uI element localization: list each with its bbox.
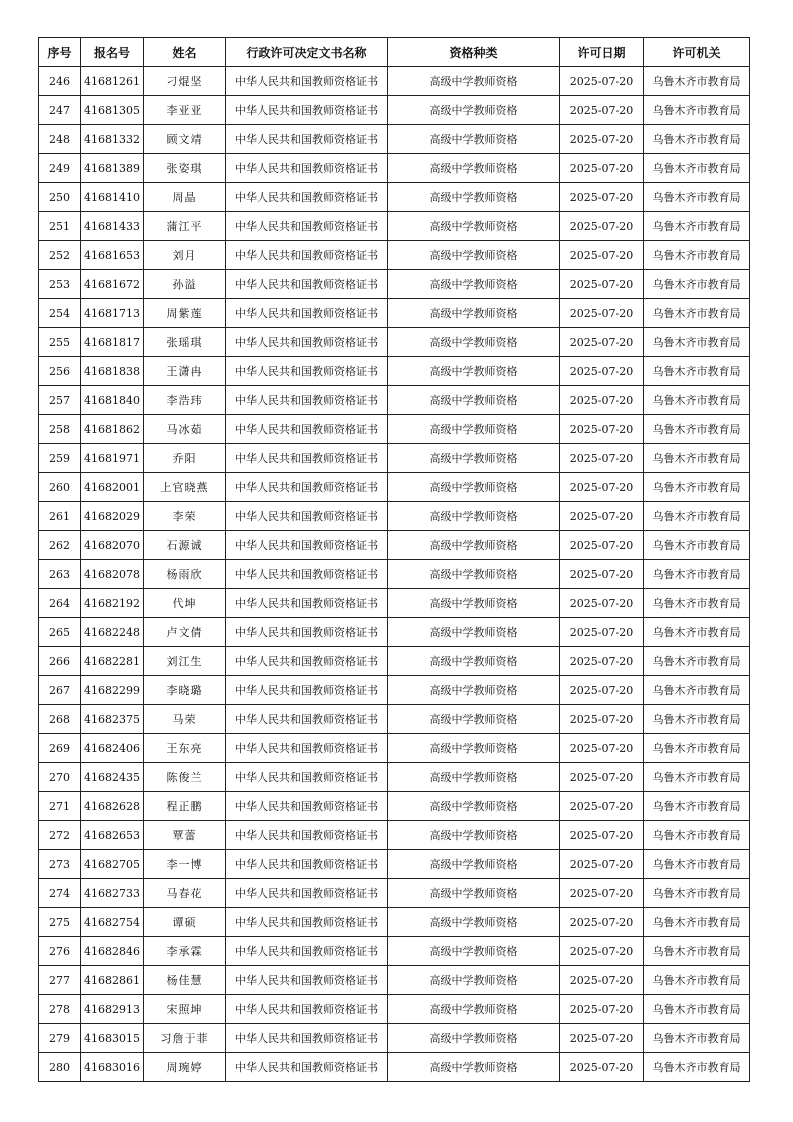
cell-permit-authority: 乌鲁木齐市教育局 — [644, 618, 750, 647]
cell-serial-number: 269 — [39, 734, 81, 763]
cell-permit-date: 2025-07-20 — [560, 734, 644, 763]
cell-name: 孙溢 — [144, 270, 226, 299]
cell-permit-authority: 乌鲁木齐市教育局 — [644, 473, 750, 502]
cell-name: 张姿琪 — [144, 154, 226, 183]
cell-document-name: 中华人民共和国教师资格证书 — [226, 473, 388, 502]
cell-name: 程正鹏 — [144, 792, 226, 821]
cell-permit-authority: 乌鲁木齐市教育局 — [644, 589, 750, 618]
cell-name: 刘月 — [144, 241, 226, 270]
cell-registration-number: 41682248 — [81, 618, 144, 647]
cell-qualification-type: 高级中学教师资格 — [388, 154, 560, 183]
cell-registration-number: 41681971 — [81, 444, 144, 473]
table-row — [39, 995, 750, 1024]
cell-permit-authority: 乌鲁木齐市教育局 — [644, 183, 750, 212]
cell-qualification-type: 高级中学教师资格 — [388, 502, 560, 531]
cell-permit-authority: 乌鲁木齐市教育局 — [644, 415, 750, 444]
cell-qualification-type: 高级中学教师资格 — [388, 125, 560, 154]
cell-serial-number: 256 — [39, 357, 81, 386]
table-row — [39, 618, 750, 647]
cell-qualification-type: 高级中学教师资格 — [388, 212, 560, 241]
cell-registration-number: 41681817 — [81, 328, 144, 357]
table-row — [39, 154, 750, 183]
cell-qualification-type: 高级中学教师资格 — [388, 763, 560, 792]
cell-qualification-type: 高级中学教师资格 — [388, 241, 560, 270]
cell-document-name: 中华人民共和国教师资格证书 — [226, 560, 388, 589]
cell-permit-date: 2025-07-20 — [560, 96, 644, 125]
table-row — [39, 560, 750, 589]
cell-permit-date: 2025-07-20 — [560, 473, 644, 502]
cell-permit-authority: 乌鲁木齐市教育局 — [644, 763, 750, 792]
table-row — [39, 96, 750, 125]
cell-serial-number: 248 — [39, 125, 81, 154]
cell-qualification-type: 高级中学教师资格 — [388, 792, 560, 821]
table-row — [39, 734, 750, 763]
cell-serial-number: 255 — [39, 328, 81, 357]
cell-qualification-type: 高级中学教师资格 — [388, 879, 560, 908]
cell-serial-number: 262 — [39, 531, 81, 560]
cell-qualification-type: 高级中学教师资格 — [388, 1024, 560, 1053]
cell-permit-authority: 乌鲁木齐市教育局 — [644, 328, 750, 357]
cell-serial-number: 271 — [39, 792, 81, 821]
cell-document-name: 中华人民共和国教师资格证书 — [226, 1053, 388, 1082]
cell-registration-number: 41682913 — [81, 995, 144, 1024]
cell-serial-number: 268 — [39, 705, 81, 734]
cell-serial-number: 266 — [39, 647, 81, 676]
table-row — [39, 792, 750, 821]
cell-registration-number: 41682192 — [81, 589, 144, 618]
cell-registration-number: 41681653 — [81, 241, 144, 270]
table-row — [39, 531, 750, 560]
cell-registration-number: 41682628 — [81, 792, 144, 821]
cell-name: 张瑶琪 — [144, 328, 226, 357]
cell-permit-date: 2025-07-20 — [560, 821, 644, 850]
cell-qualification-type: 高级中学教师资格 — [388, 473, 560, 502]
cell-name: 杨佳慧 — [144, 966, 226, 995]
cell-document-name: 中华人民共和国教师资格证书 — [226, 270, 388, 299]
cell-qualification-type: 高级中学教师资格 — [388, 589, 560, 618]
cell-qualification-type: 高级中学教师资格 — [388, 908, 560, 937]
cell-permit-date: 2025-07-20 — [560, 792, 644, 821]
cell-permit-authority: 乌鲁木齐市教育局 — [644, 560, 750, 589]
cell-qualification-type: 高级中学教师资格 — [388, 937, 560, 966]
table-row — [39, 328, 750, 357]
cell-permit-date: 2025-07-20 — [560, 850, 644, 879]
cell-permit-date: 2025-07-20 — [560, 763, 644, 792]
cell-qualification-type: 高级中学教师资格 — [388, 531, 560, 560]
cell-serial-number: 272 — [39, 821, 81, 850]
cell-serial-number: 264 — [39, 589, 81, 618]
cell-serial-number: 252 — [39, 241, 81, 270]
cell-registration-number: 41682299 — [81, 676, 144, 705]
table-row — [39, 125, 750, 154]
cell-registration-number: 41681713 — [81, 299, 144, 328]
cell-qualification-type: 高级中学教师资格 — [388, 328, 560, 357]
cell-registration-number: 41682406 — [81, 734, 144, 763]
cell-serial-number: 270 — [39, 763, 81, 792]
cell-registration-number: 41682281 — [81, 647, 144, 676]
cell-permit-authority: 乌鲁木齐市教育局 — [644, 821, 750, 850]
cell-permit-authority: 乌鲁木齐市教育局 — [644, 676, 750, 705]
cell-document-name: 中华人民共和国教师资格证书 — [226, 386, 388, 415]
cell-permit-date: 2025-07-20 — [560, 415, 644, 444]
table-row — [39, 502, 750, 531]
cell-permit-authority: 乌鲁木齐市教育局 — [644, 270, 750, 299]
cell-name: 谭硕 — [144, 908, 226, 937]
cell-registration-number: 41681840 — [81, 386, 144, 415]
cell-serial-number: 260 — [39, 473, 81, 502]
cell-permit-date: 2025-07-20 — [560, 1053, 644, 1082]
cell-permit-date: 2025-07-20 — [560, 1024, 644, 1053]
cell-qualification-type: 高级中学教师资格 — [388, 647, 560, 676]
cell-name: 王潇冉 — [144, 357, 226, 386]
cell-permit-authority: 乌鲁木齐市教育局 — [644, 647, 750, 676]
table-row — [39, 473, 750, 502]
cell-permit-date: 2025-07-20 — [560, 386, 644, 415]
table-row — [39, 183, 750, 212]
cell-permit-authority: 乌鲁木齐市教育局 — [644, 67, 750, 96]
cell-registration-number: 41682653 — [81, 821, 144, 850]
cell-document-name: 中华人民共和国教师资格证书 — [226, 67, 388, 96]
cell-registration-number: 41681838 — [81, 357, 144, 386]
cell-document-name: 中华人民共和国教师资格证书 — [226, 850, 388, 879]
cell-permit-date: 2025-07-20 — [560, 502, 644, 531]
cell-permit-date: 2025-07-20 — [560, 908, 644, 937]
cell-permit-date: 2025-07-20 — [560, 125, 644, 154]
cell-document-name: 中华人民共和国教师资格证书 — [226, 125, 388, 154]
cell-name: 蒲江平 — [144, 212, 226, 241]
cell-name: 卢文倩 — [144, 618, 226, 647]
cell-permit-date: 2025-07-20 — [560, 995, 644, 1024]
cell-registration-number: 41683015 — [81, 1024, 144, 1053]
cell-name: 石源诚 — [144, 531, 226, 560]
cell-permit-authority: 乌鲁木齐市教育局 — [644, 502, 750, 531]
header-name: 姓名 — [144, 38, 226, 67]
cell-permit-date: 2025-07-20 — [560, 241, 644, 270]
cell-name: 习詹于菲 — [144, 1024, 226, 1053]
cell-permit-authority: 乌鲁木齐市教育局 — [644, 995, 750, 1024]
header-serial-number: 序号 — [39, 38, 81, 67]
cell-serial-number: 246 — [39, 67, 81, 96]
cell-document-name: 中华人民共和国教师资格证书 — [226, 705, 388, 734]
cell-registration-number: 41682846 — [81, 937, 144, 966]
cell-qualification-type: 高级中学教师资格 — [388, 415, 560, 444]
cell-serial-number: 259 — [39, 444, 81, 473]
cell-document-name: 中华人民共和国教师资格证书 — [226, 357, 388, 386]
cell-permit-authority: 乌鲁木齐市教育局 — [644, 444, 750, 473]
cell-qualification-type: 高级中学教师资格 — [388, 270, 560, 299]
table-row — [39, 1024, 750, 1053]
cell-serial-number: 247 — [39, 96, 81, 125]
cell-qualification-type: 高级中学教师资格 — [388, 67, 560, 96]
table-row — [39, 299, 750, 328]
table-row — [39, 212, 750, 241]
cell-document-name: 中华人民共和国教师资格证书 — [226, 734, 388, 763]
cell-permit-date: 2025-07-20 — [560, 560, 644, 589]
table-row — [39, 67, 750, 96]
cell-permit-authority: 乌鲁木齐市教育局 — [644, 1024, 750, 1053]
table-row — [39, 850, 750, 879]
cell-registration-number: 41682733 — [81, 879, 144, 908]
cell-document-name: 中华人民共和国教师资格证书 — [226, 618, 388, 647]
cell-permit-date: 2025-07-20 — [560, 67, 644, 96]
cell-name: 周紫莲 — [144, 299, 226, 328]
cell-registration-number: 41683016 — [81, 1053, 144, 1082]
table-row — [39, 879, 750, 908]
cell-serial-number: 261 — [39, 502, 81, 531]
cell-serial-number: 280 — [39, 1053, 81, 1082]
cell-permit-authority: 乌鲁木齐市教育局 — [644, 879, 750, 908]
cell-qualification-type: 高级中学教师资格 — [388, 96, 560, 125]
table-row — [39, 241, 750, 270]
cell-serial-number: 277 — [39, 966, 81, 995]
cell-permit-authority: 乌鲁木齐市教育局 — [644, 96, 750, 125]
cell-document-name: 中华人民共和国教师资格证书 — [226, 415, 388, 444]
cell-document-name: 中华人民共和国教师资格证书 — [226, 212, 388, 241]
cell-permit-date: 2025-07-20 — [560, 299, 644, 328]
cell-permit-authority: 乌鲁木齐市教育局 — [644, 241, 750, 270]
cell-permit-date: 2025-07-20 — [560, 328, 644, 357]
cell-name: 周琬婷 — [144, 1053, 226, 1082]
table-row — [39, 647, 750, 676]
cell-qualification-type: 高级中学教师资格 — [388, 995, 560, 1024]
header-registration-number: 报名号 — [81, 38, 144, 67]
cell-permit-date: 2025-07-20 — [560, 270, 644, 299]
cell-registration-number: 41682705 — [81, 850, 144, 879]
cell-document-name: 中华人民共和国教师资格证书 — [226, 502, 388, 531]
cell-qualification-type: 高级中学教师资格 — [388, 1053, 560, 1082]
cell-serial-number: 250 — [39, 183, 81, 212]
cell-serial-number: 263 — [39, 560, 81, 589]
cell-qualification-type: 高级中学教师资格 — [388, 618, 560, 647]
header-permit-authority: 许可机关 — [644, 38, 750, 67]
cell-document-name: 中华人民共和国教师资格证书 — [226, 676, 388, 705]
table-row — [39, 270, 750, 299]
cell-serial-number: 253 — [39, 270, 81, 299]
cell-name: 刁焜坚 — [144, 67, 226, 96]
cell-permit-date: 2025-07-20 — [560, 618, 644, 647]
cell-qualification-type: 高级中学教师资格 — [388, 821, 560, 850]
cell-document-name: 中华人民共和国教师资格证书 — [226, 96, 388, 125]
cell-document-name: 中华人民共和国教师资格证书 — [226, 1024, 388, 1053]
cell-serial-number: 265 — [39, 618, 81, 647]
cell-qualification-type: 高级中学教师资格 — [388, 676, 560, 705]
cell-qualification-type: 高级中学教师资格 — [388, 850, 560, 879]
cell-document-name: 中华人民共和国教师资格证书 — [226, 966, 388, 995]
table-row — [39, 386, 750, 415]
cell-name: 覃蕾 — [144, 821, 226, 850]
cell-document-name: 中华人民共和国教师资格证书 — [226, 299, 388, 328]
cell-registration-number: 41682861 — [81, 966, 144, 995]
cell-qualification-type: 高级中学教师资格 — [388, 734, 560, 763]
header-permit-date: 许可日期 — [560, 38, 644, 67]
cell-document-name: 中华人民共和国教师资格证书 — [226, 908, 388, 937]
teacher-qualification-table — [38, 37, 750, 1082]
cell-registration-number: 41681305 — [81, 96, 144, 125]
cell-qualification-type: 高级中学教师资格 — [388, 357, 560, 386]
cell-registration-number: 41682375 — [81, 705, 144, 734]
table-header-row — [39, 38, 750, 67]
cell-registration-number: 41681261 — [81, 67, 144, 96]
cell-registration-number: 41682029 — [81, 502, 144, 531]
cell-document-name: 中华人民共和国教师资格证书 — [226, 937, 388, 966]
cell-serial-number: 279 — [39, 1024, 81, 1053]
cell-permit-authority: 乌鲁木齐市教育局 — [644, 705, 750, 734]
cell-permit-authority: 乌鲁木齐市教育局 — [644, 966, 750, 995]
cell-permit-authority: 乌鲁木齐市教育局 — [644, 792, 750, 821]
cell-name: 李浩玮 — [144, 386, 226, 415]
header-document-name: 行政许可决定文书名称 — [226, 38, 388, 67]
table-row — [39, 705, 750, 734]
cell-permit-date: 2025-07-20 — [560, 937, 644, 966]
cell-permit-date: 2025-07-20 — [560, 647, 644, 676]
cell-permit-date: 2025-07-20 — [560, 357, 644, 386]
cell-serial-number: 267 — [39, 676, 81, 705]
cell-name: 李荣 — [144, 502, 226, 531]
cell-document-name: 中华人民共和国教师资格证书 — [226, 241, 388, 270]
cell-permit-authority: 乌鲁木齐市教育局 — [644, 386, 750, 415]
table-row — [39, 357, 750, 386]
cell-registration-number: 41681672 — [81, 270, 144, 299]
cell-serial-number: 249 — [39, 154, 81, 183]
cell-name: 李一博 — [144, 850, 226, 879]
cell-name: 王东亮 — [144, 734, 226, 763]
cell-permit-authority: 乌鲁木齐市教育局 — [644, 531, 750, 560]
cell-document-name: 中华人民共和国教师资格证书 — [226, 444, 388, 473]
cell-permit-authority: 乌鲁木齐市教育局 — [644, 850, 750, 879]
cell-qualification-type: 高级中学教师资格 — [388, 966, 560, 995]
cell-registration-number: 41682435 — [81, 763, 144, 792]
cell-document-name: 中华人民共和国教师资格证书 — [226, 183, 388, 212]
cell-name: 刘江生 — [144, 647, 226, 676]
cell-permit-authority: 乌鲁木齐市教育局 — [644, 299, 750, 328]
cell-permit-authority: 乌鲁木齐市教育局 — [644, 734, 750, 763]
cell-name: 顾文靖 — [144, 125, 226, 154]
cell-serial-number: 274 — [39, 879, 81, 908]
cell-document-name: 中华人民共和国教师资格证书 — [226, 154, 388, 183]
table-row — [39, 966, 750, 995]
cell-serial-number: 257 — [39, 386, 81, 415]
cell-permit-date: 2025-07-20 — [560, 212, 644, 241]
cell-registration-number: 41681862 — [81, 415, 144, 444]
cell-registration-number: 41681332 — [81, 125, 144, 154]
cell-serial-number: 275 — [39, 908, 81, 937]
table-row — [39, 415, 750, 444]
cell-permit-date: 2025-07-20 — [560, 444, 644, 473]
cell-permit-authority: 乌鲁木齐市教育局 — [644, 1053, 750, 1082]
cell-permit-date: 2025-07-20 — [560, 705, 644, 734]
cell-document-name: 中华人民共和国教师资格证书 — [226, 995, 388, 1024]
cell-permit-date: 2025-07-20 — [560, 183, 644, 212]
cell-name: 马冰茹 — [144, 415, 226, 444]
cell-permit-date: 2025-07-20 — [560, 531, 644, 560]
cell-qualification-type: 高级中学教师资格 — [388, 183, 560, 212]
cell-serial-number: 276 — [39, 937, 81, 966]
cell-registration-number: 41682754 — [81, 908, 144, 937]
cell-permit-date: 2025-07-20 — [560, 879, 644, 908]
header-qualification-type: 资格种类 — [388, 38, 560, 67]
cell-name: 乔阳 — [144, 444, 226, 473]
table-body — [39, 67, 750, 1082]
cell-name: 马春花 — [144, 879, 226, 908]
cell-permit-authority: 乌鲁木齐市教育局 — [644, 125, 750, 154]
cell-qualification-type: 高级中学教师资格 — [388, 705, 560, 734]
table-row — [39, 821, 750, 850]
cell-permit-date: 2025-07-20 — [560, 154, 644, 183]
cell-permit-authority: 乌鲁木齐市教育局 — [644, 357, 750, 386]
cell-name: 陈俊兰 — [144, 763, 226, 792]
cell-permit-date: 2025-07-20 — [560, 589, 644, 618]
cell-serial-number: 251 — [39, 212, 81, 241]
table-row — [39, 589, 750, 618]
cell-qualification-type: 高级中学教师资格 — [388, 560, 560, 589]
cell-serial-number: 258 — [39, 415, 81, 444]
cell-serial-number: 254 — [39, 299, 81, 328]
cell-document-name: 中华人民共和国教师资格证书 — [226, 589, 388, 618]
cell-name: 代坤 — [144, 589, 226, 618]
cell-name: 上官晓燕 — [144, 473, 226, 502]
table-row — [39, 1053, 750, 1082]
cell-qualification-type: 高级中学教师资格 — [388, 299, 560, 328]
cell-permit-authority: 乌鲁木齐市教育局 — [644, 212, 750, 241]
cell-registration-number: 41682078 — [81, 560, 144, 589]
cell-permit-authority: 乌鲁木齐市教育局 — [644, 937, 750, 966]
cell-permit-authority: 乌鲁木齐市教育局 — [644, 154, 750, 183]
table-row — [39, 937, 750, 966]
cell-document-name: 中华人民共和国教师资格证书 — [226, 763, 388, 792]
cell-name: 杨雨欣 — [144, 560, 226, 589]
cell-name: 宋照坤 — [144, 995, 226, 1024]
cell-permit-authority: 乌鲁木齐市教育局 — [644, 908, 750, 937]
table-row — [39, 763, 750, 792]
cell-name: 周晶 — [144, 183, 226, 212]
cell-qualification-type: 高级中学教师资格 — [388, 444, 560, 473]
cell-document-name: 中华人民共和国教师资格证书 — [226, 531, 388, 560]
cell-name: 李承霖 — [144, 937, 226, 966]
cell-name: 马荣 — [144, 705, 226, 734]
cell-name: 李晓璐 — [144, 676, 226, 705]
cell-serial-number: 278 — [39, 995, 81, 1024]
cell-registration-number: 41682070 — [81, 531, 144, 560]
cell-name: 李亚亚 — [144, 96, 226, 125]
cell-permit-date: 2025-07-20 — [560, 676, 644, 705]
cell-registration-number: 41681410 — [81, 183, 144, 212]
cell-document-name: 中华人民共和国教师资格证书 — [226, 821, 388, 850]
cell-registration-number: 41682001 — [81, 473, 144, 502]
table-row — [39, 676, 750, 705]
cell-qualification-type: 高级中学教师资格 — [388, 386, 560, 415]
table-row — [39, 908, 750, 937]
cell-document-name: 中华人民共和国教师资格证书 — [226, 879, 388, 908]
cell-serial-number: 273 — [39, 850, 81, 879]
cell-document-name: 中华人民共和国教师资格证书 — [226, 647, 388, 676]
cell-document-name: 中华人民共和国教师资格证书 — [226, 792, 388, 821]
cell-registration-number: 41681389 — [81, 154, 144, 183]
table-row — [39, 444, 750, 473]
cell-registration-number: 41681433 — [81, 212, 144, 241]
cell-permit-date: 2025-07-20 — [560, 966, 644, 995]
cell-document-name: 中华人民共和国教师资格证书 — [226, 328, 388, 357]
